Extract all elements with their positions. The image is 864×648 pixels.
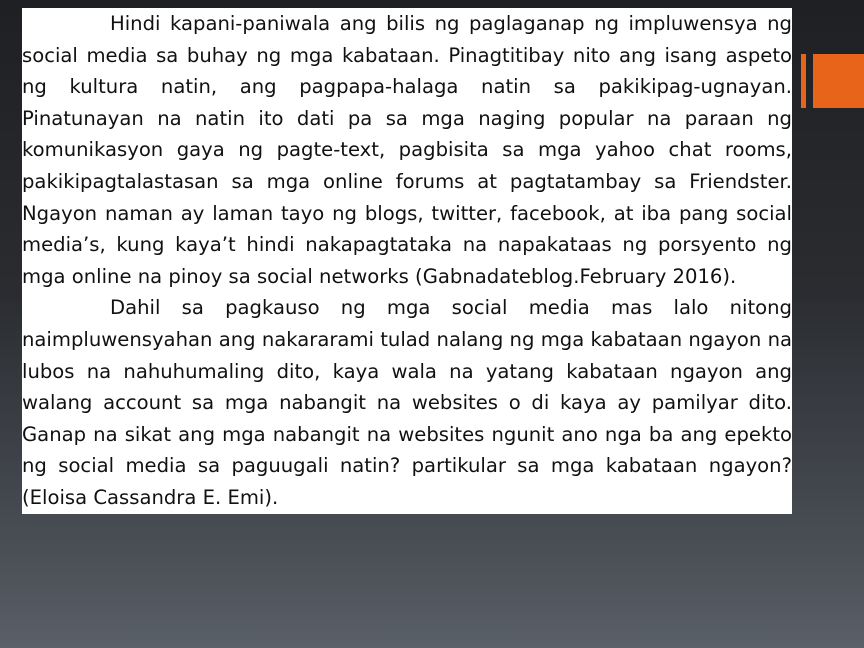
accent-bar-thin bbox=[801, 54, 806, 108]
paragraph-1: Hindi kapani-paniwala ang bilis ng paglaganap ng impluwensya ng social media sa buhay ng mga kabataan. Pinagtitibay nito ang isang aspeto ng kultura natin, ang pagpapa-halaga natin sa pakikipag-ugnayan. Pinatunayan na natin ito dati pa sa mga naging popular na paraan ng komunikasyon gaya ng pagte-text, pagbisita sa mga yahoo chat rooms, pakikipagtalastasan sa mga online forums at pagtatambay sa Friendster. Ngayon naman ay laman tayo ng blogs, twitter, facebook, at iba pang social media’s, kung kaya’t hindi nakapagtataka na napakataas ng porsyento ng mga online na pinoy sa social networks (Gabnadateblog.February 2016). bbox=[22, 12, 792, 288]
accent-bar-thick bbox=[813, 54, 864, 108]
text-content-box bbox=[22, 8, 792, 514]
paragraph-2: Dahil sa pagkauso ng mga social media mas lalo nitong naimpluwensyahan ang nakararami tulad nalang ng mga kabataan ngayon na lubos na nahuhumaling dito, kaya wala na yatang kabataan ngayon ang walang account sa mga nabangit na websites o di kaya ay pamilyar dito. Ganap na sikat ang mga nabangit na websites ngunit ano nga ba ang epekto ng social media sa paguugali natin? partikular sa mga kabataan ngayon? (Eloisa Cassandra E. Emi). bbox=[22, 296, 792, 509]
